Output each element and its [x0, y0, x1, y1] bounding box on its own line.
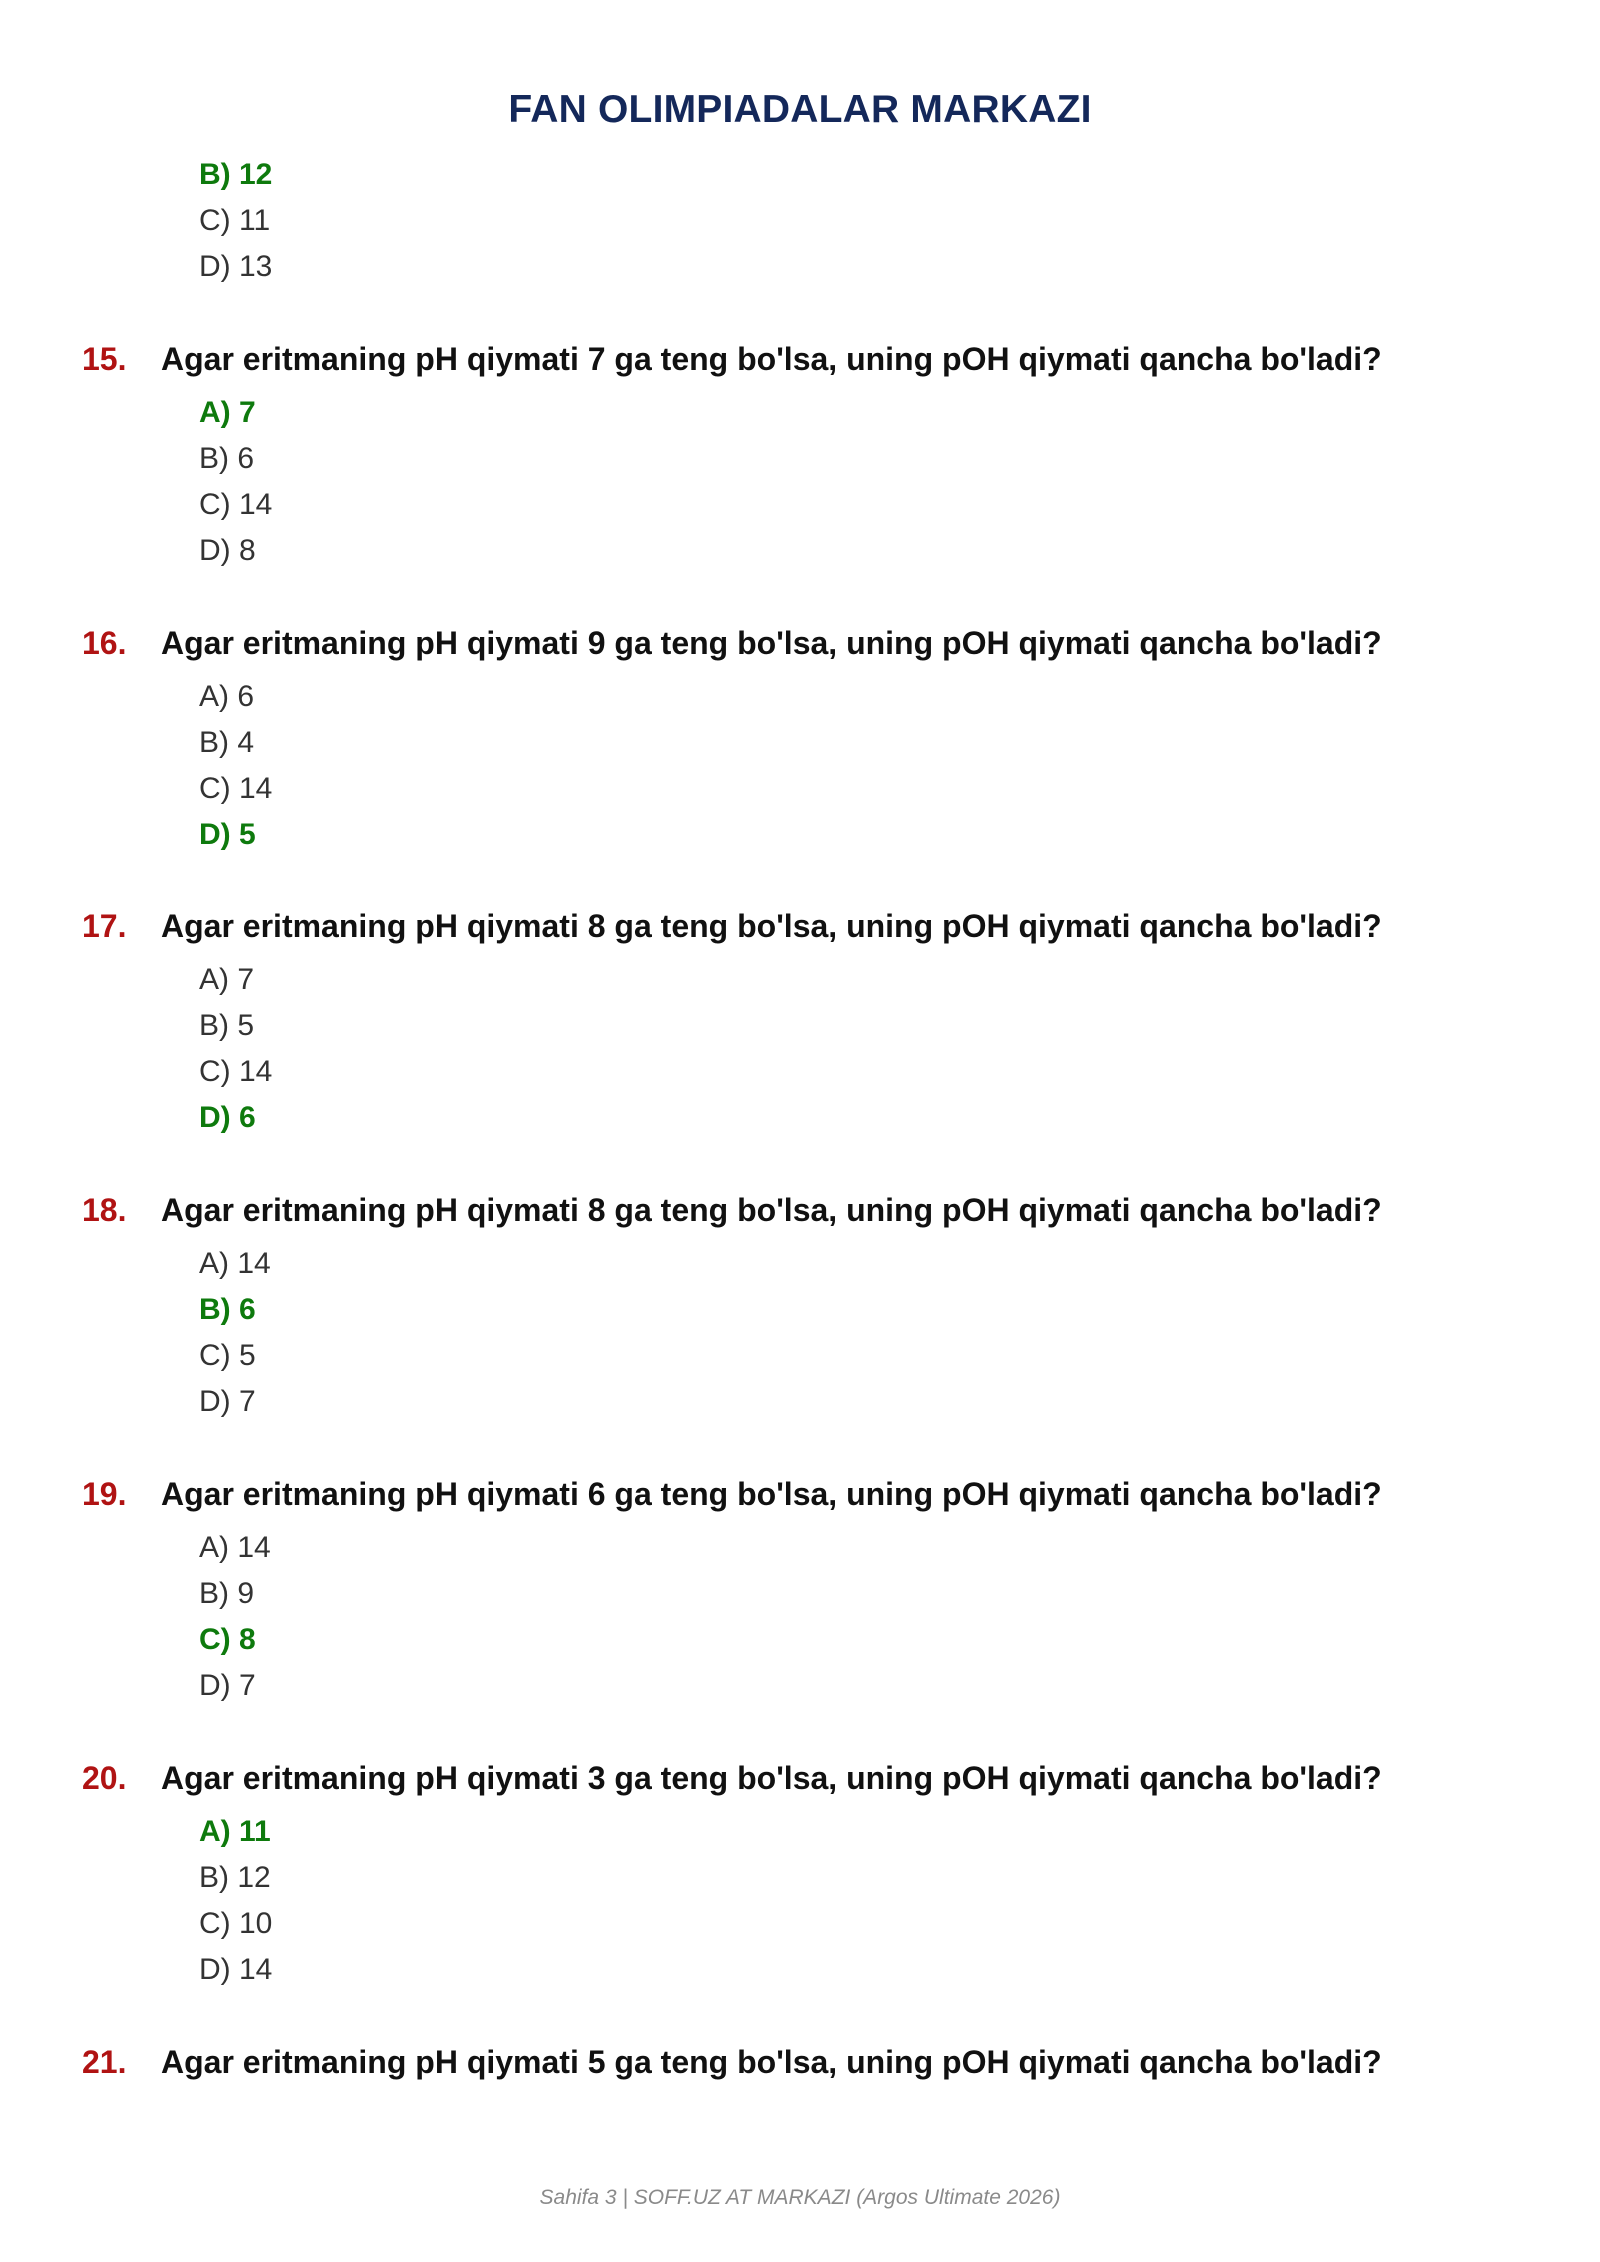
question-15-options: [199, 390, 272, 574]
correct-option: B) 6: [199, 1293, 256, 1326]
option: D) 13: [199, 250, 273, 283]
option: A) 14: [199, 1531, 271, 1564]
question-number: 17.: [82, 908, 127, 944]
question-18: [0, 1186, 1600, 1234]
question-number: 15.: [82, 341, 127, 377]
correct-option: C) 8: [199, 1623, 256, 1656]
question-19-options: [199, 1525, 271, 1709]
correct-option: B) 12: [199, 158, 273, 191]
option: C) 5: [199, 1339, 256, 1372]
question-number: 18.: [82, 1192, 127, 1228]
option: C) 10: [199, 1907, 273, 1940]
option: C) 14: [199, 1055, 273, 1088]
question-text: Agar eritmaning pH qiymati 8 ga teng bo'lsa, uning pOH qiymati qancha bo'ladi?: [161, 908, 1382, 944]
option: B) 6: [199, 442, 255, 475]
question-20: [0, 1754, 1600, 1802]
question-text: Agar eritmaning pH qiymati 3 ga teng bo'lsa, uning pOH qiymati qancha bo'ladi?: [161, 1760, 1382, 1796]
correct-option: A) 11: [199, 1815, 271, 1848]
question-number: 21.: [82, 2044, 127, 2080]
question-text: Agar eritmaning pH qiymati 5 ga teng bo'lsa, uning pOH qiymati qancha bo'ladi?: [161, 2044, 1382, 2080]
question-text: Agar eritmaning pH qiymati 7 ga teng bo'lsa, uning pOH qiymati qancha bo'ladi?: [161, 341, 1382, 377]
question-20-options: [199, 1809, 272, 1993]
question-15: [0, 335, 1600, 383]
question-text: Agar eritmaning pH qiymati 9 ga teng bo'lsa, uning pOH qiymati qancha bo'ladi?: [161, 625, 1382, 661]
correct-option: D) 5: [199, 818, 256, 851]
page-title: FAN OLIMPIADALAR MARKAZI: [508, 88, 1092, 131]
question-text: Agar eritmaning pH qiymati 6 ga teng bo'lsa, uning pOH qiymati qancha bo'ladi?: [161, 1476, 1382, 1512]
option: D) 7: [199, 1385, 256, 1418]
option: D) 8: [199, 534, 256, 567]
option: D) 14: [199, 1953, 273, 1986]
question-17: [0, 902, 1600, 950]
correct-option: A) 7: [199, 396, 256, 429]
option: B) 9: [199, 1577, 255, 1610]
question-17-options: [199, 957, 272, 1141]
option: B) 5: [199, 1009, 255, 1042]
option: C) 11: [199, 204, 271, 237]
option: C) 14: [199, 488, 273, 521]
question-number: 20.: [82, 1760, 127, 1796]
question-number: 16.: [82, 625, 127, 661]
option: A) 7: [199, 963, 255, 996]
question-16: [0, 619, 1600, 667]
option: C) 14: [199, 772, 273, 805]
question-21: [0, 2038, 1600, 2086]
option: A) 14: [199, 1247, 271, 1280]
question-19: [0, 1470, 1600, 1518]
page-footer: Sahifa 3 | SOFF.UZ AT MARKAZI (Argos Ultimate 2026): [539, 2186, 1061, 2209]
option: B) 12: [199, 1861, 271, 1894]
question-text: Agar eritmaning pH qiymati 8 ga teng bo'lsa, uning pOH qiymati qancha bo'ladi?: [161, 1192, 1382, 1228]
option: D) 7: [199, 1669, 256, 1702]
question-18-options: [199, 1241, 271, 1425]
correct-option: D) 6: [199, 1101, 256, 1134]
question-number: 19.: [82, 1476, 127, 1512]
option: A) 6: [199, 680, 255, 713]
question-16-options: [199, 674, 272, 858]
option: B) 4: [199, 726, 255, 759]
carryover-options: [199, 152, 272, 290]
